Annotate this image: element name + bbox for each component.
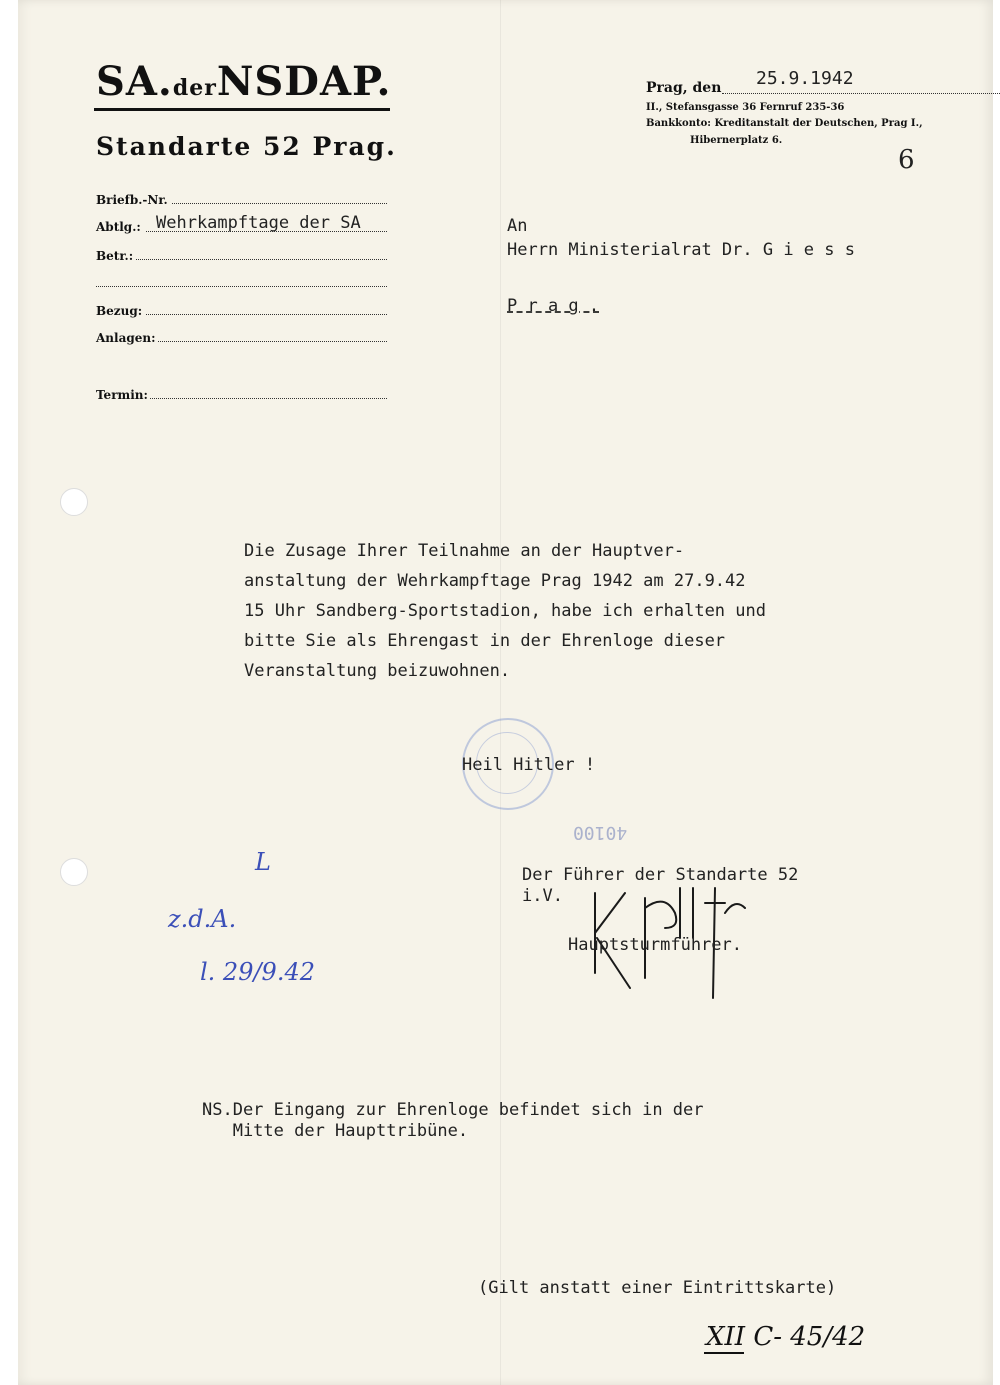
termin-label: Termin: (96, 388, 148, 402)
date-line (722, 93, 1000, 94)
letter-paper (18, 0, 993, 1385)
abtlg-label: Abtlg.: (96, 220, 141, 234)
abtlg-value: Wehrkampftage der SA (156, 213, 361, 233)
logo-main: SA. (96, 58, 173, 105)
fold-line (500, 0, 501, 1385)
registry-number: 40100 (573, 822, 628, 843)
betr-line (136, 259, 387, 260)
briefb-label: Briefb.-Nr. (96, 193, 168, 207)
bezug-line (146, 314, 387, 315)
betr-label: Betr.: (96, 249, 134, 263)
recipient-city: P r a g . (507, 296, 600, 316)
logo-tail: NSDAP. (216, 58, 392, 105)
anlagen-label: Anlagen: (96, 331, 156, 345)
recipient-name: Herrn Ministerialrat Dr. G i e s s (507, 240, 855, 260)
signature-rank: Hauptsturmführer. (568, 935, 742, 955)
file-reference-underline (704, 1352, 744, 1354)
betr-line-2 (96, 286, 387, 287)
signature-line-2: i.V. (522, 886, 563, 906)
blue-mark: L (255, 848, 271, 876)
logo-underline (94, 108, 390, 111)
sender-address: II., Stefansgasse 36 Fernruf 235-36 (646, 102, 845, 113)
bezug-label: Bezug: (96, 304, 143, 318)
briefb-line (172, 203, 387, 204)
letter-body: Die Zusage Ihrer Teilnahme an der Hauptver- anstaltung der Wehrkampftage Prag 1942 am 27.9.42 15 Uhr Sandberg-Sportstadion, habe ich erhalten und bitte Sie als Ehrengast in der Ehrenloge dieser Veranstaltung beizuwohnen. (244, 541, 766, 681)
punch-hole-lower (60, 858, 88, 886)
punch-hole-upper (60, 488, 88, 516)
blue-note-zda: z.d.A. (168, 905, 237, 933)
recipient-an: An (507, 216, 528, 236)
ns-note: NS.Der Eingang zur Ehrenloge befindet sich in der Mitte der Haupttribüne. (202, 1100, 704, 1141)
place-label: Prag, den (646, 80, 722, 96)
greeting: Heil Hitler ! (462, 755, 596, 775)
logo-small: der (172, 75, 217, 101)
blue-note-date: l. 29/9.42 (200, 958, 315, 986)
anlagen-line (158, 341, 387, 342)
ticket-note: (Gilt anstatt einer Eintrittskarte) (478, 1278, 837, 1298)
sender-bank-address: Hibernerplatz 6. (690, 135, 783, 146)
page-number: 6 (898, 145, 915, 175)
unit-title: Standarte 52 Prag. (96, 132, 397, 161)
file-reference: XII C- 45/42 (706, 1322, 866, 1352)
letterhead-logo (96, 58, 391, 105)
termin-line (150, 398, 387, 399)
signature-line-1: Der Führer der Standarte 52 (522, 865, 799, 885)
letter-date: 25.9.1942 (756, 68, 854, 89)
sender-bank: Bankkonto: Kreditanstalt der Deutschen, Prag I., (646, 118, 923, 129)
